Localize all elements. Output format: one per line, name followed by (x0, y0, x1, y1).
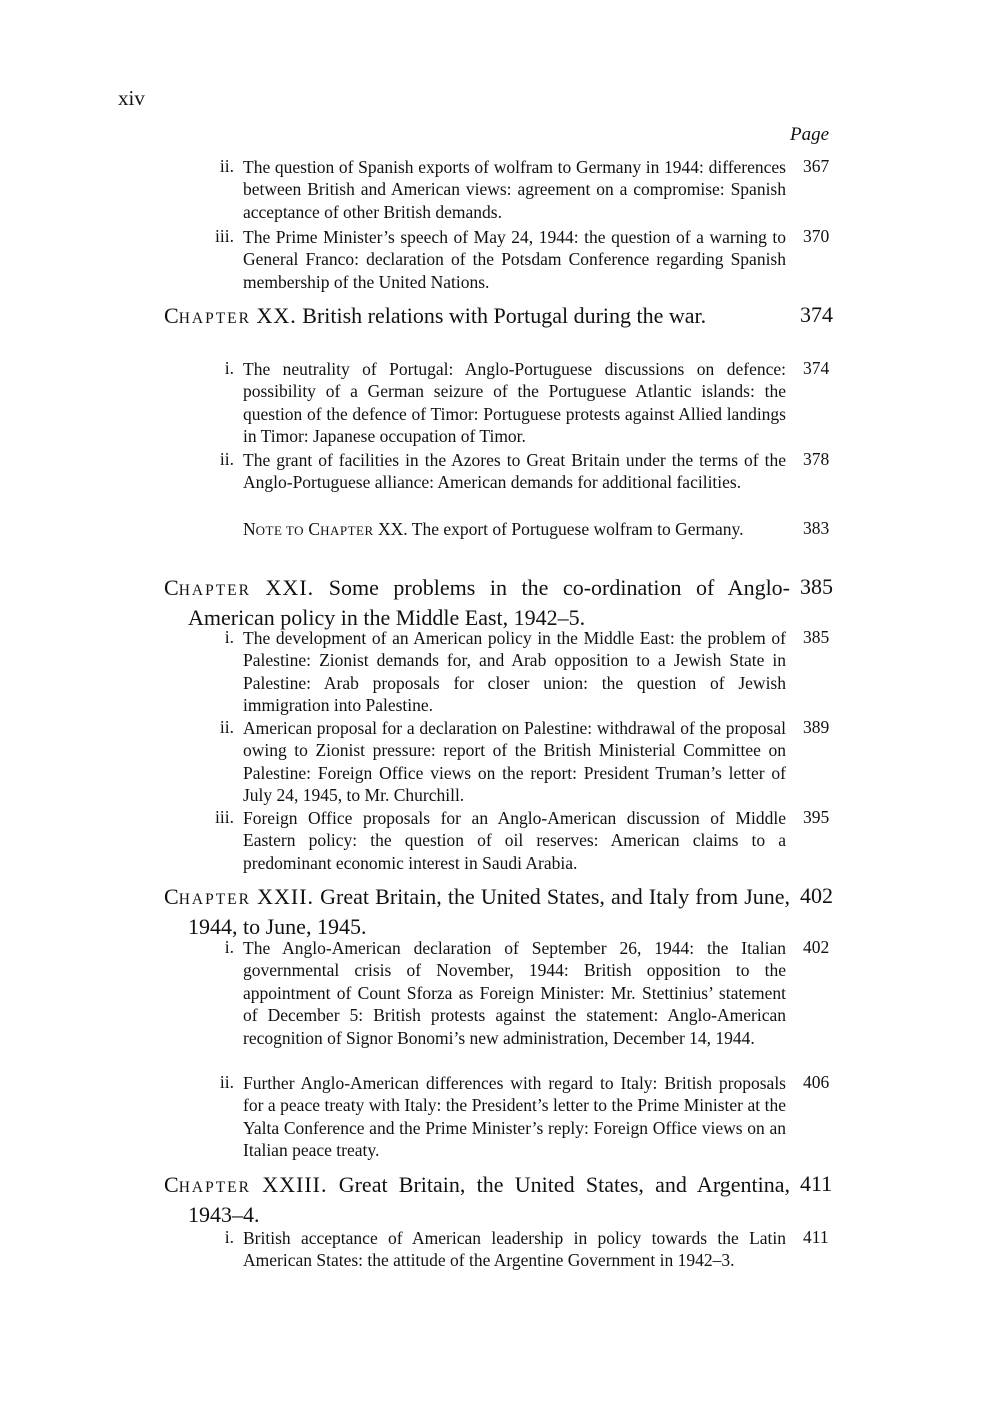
chapter-title: Great Britain, the United States, and Italy from June, 1944, to June, 1945. (188, 884, 791, 939)
entry-page: 411 (803, 1227, 829, 1247)
entry-number: i. (224, 1227, 234, 1247)
entry-number: iii. (215, 807, 234, 827)
entry-page: 389 (803, 717, 830, 737)
chapter-page: 402 (800, 883, 833, 908)
chapter-title-block: CHAPTER XXII. Great Britain, the United States, and Italy from June, 1944, to June, 1945. (164, 884, 791, 939)
chapter-title: British relations with Portugal during the war. (302, 303, 707, 328)
entry-text: The question of Spanish exports of wolfram to Germany in 1944: differences between British and American views: agreement on a compromise: Spanish acceptance of other British demands. (243, 157, 786, 222)
chapter-page: 411 (800, 1171, 833, 1196)
entry-number: i. (224, 627, 234, 647)
note-text: The export of Portuguese wolfram to Germany. (411, 519, 744, 539)
chapter-number: XXII. (257, 884, 315, 909)
entry-text: The development of an American policy in the Middle East: the problem of Palestine: Zionist demands for, and Arab opposition to a Jewish State in Palestine: Arab proposals for closer union: the question of Jewish immigration into Palestine. (243, 628, 786, 716)
entry-number: i. (224, 358, 234, 378)
entry-text: British acceptance of American leadership in policy towards the Latin American States: the attitude of the Argentine Government in 1942–3. (243, 1228, 786, 1271)
entry-text: The Prime Minister’s speech of May 24, 1944: the question of a warning to General Franco: declaration of the Potsdam Conference regarding Spanish membership of the United Nations. (243, 227, 786, 292)
chapter-title-block: CHAPTER XXI. Some problems in the co-ordination of Anglo-American policy in the Middle East, 1942–5. (164, 575, 791, 630)
entry-text: The neutrality of Portugal: Anglo-Portuguese discussions on defence: possibility of a German seizure of the Portuguese Atlantic islands: the question of the defence of Timor: Portuguese protests against Allied landings in Timor: Japanese occupation of Timor. (243, 359, 786, 447)
page-column-header: Page (790, 124, 830, 145)
entry-page: 367 (803, 156, 830, 176)
entry-text: The grant of facilities in the Azores to Great Britain under the terms of the Anglo-Portuguese alliance: American demands for additional facilities. (243, 450, 786, 493)
entry-text: Foreign Office proposals for an Anglo-American discussion of Middle Eastern policy: the question of oil reserves: American claims to a predominant economic interest in Saudi Arabia. (243, 808, 786, 873)
chapter-title: Great Britain, the United States, and Argentina, 1943–4. (188, 1172, 790, 1227)
entry-text: American proposal for a declaration on Palestine: withdrawal of the proposal owing to Zionist pressure: report of the British Ministerial Committee on Palestine: Foreign Office views on the report: President Truman’s letter of July 24, 1945, to Mr. Churchill. (243, 718, 786, 806)
entry-text: The Anglo-American declaration of September 26, 1944: the Italian governmental crisis of November, 1944: British opposition to the appointment of Count Sforza as Foreign Minister: Mr. Stettinius’ statement of December 5: British protests against the statement: Anglo-American recognition of Signor Bonomi’s new administration, December 14, 1944. (243, 938, 786, 1048)
entry-page: 374 (803, 358, 830, 378)
chapter-page: 385 (800, 574, 833, 599)
entry-page: 395 (803, 807, 830, 827)
chapter-page: 374 (800, 302, 833, 327)
entry-page: 378 (803, 449, 830, 469)
entry-number: iii. (215, 226, 234, 246)
entry-page: 370 (803, 226, 830, 246)
entry-number: ii. (219, 717, 234, 737)
entry-text: Further Anglo-American differences with regard to Italy: British proposals for a peace treaty with Italy: the President’s letter to the Prime Minister at the Yalta Conference and the Prime Minister’s reply: Foreign Office views on an Italian peace treaty. (243, 1073, 786, 1161)
chapter-number: XXI. (265, 575, 315, 600)
entry-number: ii. (219, 449, 234, 469)
entry-number: ii. (219, 1072, 234, 1092)
chapter-title-block: CHAPTER XX. British relations with Portugal during the war. (164, 303, 707, 328)
entry-page: 406 (803, 1072, 830, 1092)
note-text-block: NOTE TO CHAPTER XX. The export of Portuguese wolfram to Germany. (243, 519, 744, 539)
chapter-title-block: CHAPTER XXIII. Great Britain, the United States, and Argentina, 1943–4. (164, 1172, 790, 1227)
entry-page: 402 (803, 937, 830, 957)
chapter-number: XXIII. (262, 1172, 328, 1197)
entry-page: 385 (803, 627, 830, 647)
chapter-number: XX. (256, 303, 297, 328)
page-folio: xiv (118, 86, 145, 110)
entry-number: i. (224, 937, 234, 957)
entry-number: ii. (219, 156, 234, 176)
entry-page: 383 (803, 518, 830, 538)
chapter-title: Some problems in the co-ordination of Anglo-American policy in the Middle East, 1942–5. (188, 575, 791, 630)
